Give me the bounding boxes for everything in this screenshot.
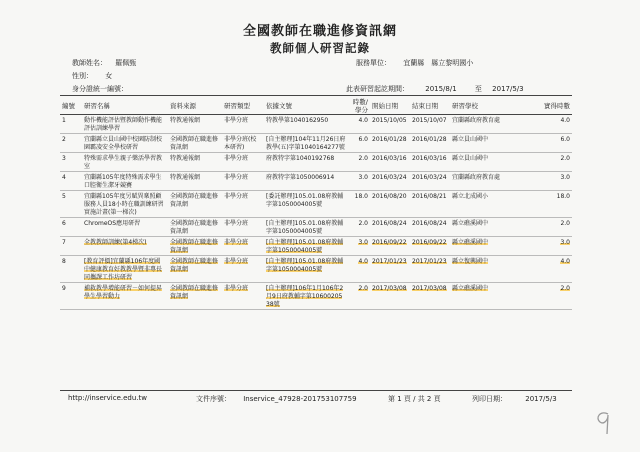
row-source-text: 特教通報網 xyxy=(170,174,201,181)
table-header-row xyxy=(60,97,572,115)
row-credit-text: 2.0 xyxy=(560,220,570,227)
col-credit: 實得時數 xyxy=(538,97,572,115)
row-credit xyxy=(538,134,572,153)
row-name xyxy=(82,115,168,134)
row-name xyxy=(82,283,168,310)
row-doc xyxy=(264,134,348,153)
row-source xyxy=(168,283,222,310)
row-no-text: 3 xyxy=(62,155,66,162)
row-doc xyxy=(264,283,348,310)
row-type-text: 非學分班 xyxy=(224,220,249,227)
row-source-text: 全國教師在職進修資訊網 xyxy=(170,285,219,300)
row-org xyxy=(450,134,538,153)
row-credit-text: 3.0 xyxy=(560,239,570,246)
row-end-text: 2015/10/07 xyxy=(412,117,447,124)
row-no-text: 7 xyxy=(62,239,66,246)
row-start xyxy=(370,153,410,172)
row-start xyxy=(370,115,410,134)
print-date-value: 2017/5/3 xyxy=(525,395,557,403)
row-hours-text: 3.0 xyxy=(358,239,368,246)
doc-serial-label: 文件序號： xyxy=(196,395,231,403)
col-end: 結束日期 xyxy=(410,97,450,115)
period-row xyxy=(346,84,524,94)
row-end xyxy=(410,283,450,310)
teacher-name-label: 教師姓名： xyxy=(72,59,107,67)
row-doc-text: [自主辦理]105.01.08府教輔字第1050004005號 xyxy=(266,258,344,273)
print-date-label: 列印日期： xyxy=(472,395,507,403)
row-source-text: 全國教師在職進修資訊網 xyxy=(170,258,219,273)
col-no: 編號 xyxy=(60,97,82,115)
row-org-text: 縣立北成國小 xyxy=(452,193,489,200)
row-hours-text: 18.0 xyxy=(354,193,368,200)
handwritten-page-mark xyxy=(592,408,614,436)
row-no xyxy=(60,218,82,237)
row-hours-text: 2.0 xyxy=(358,220,368,227)
row-no xyxy=(60,115,82,134)
row-source xyxy=(168,256,222,283)
period-to: 至 xyxy=(474,85,482,93)
row-end xyxy=(410,218,450,237)
row-credit xyxy=(538,153,572,172)
row-name xyxy=(82,237,168,256)
row-credit-text: 6.0 xyxy=(560,136,570,143)
row-no-text: 8 xyxy=(62,258,66,265)
row-source-text: 全國教師在職進修資訊網 xyxy=(170,239,219,254)
row-doc xyxy=(264,191,348,218)
row-credit-text: 18.0 xyxy=(556,193,570,200)
row-source xyxy=(168,153,222,172)
row-org xyxy=(450,172,538,191)
row-hours-text: 2.0 xyxy=(358,155,368,162)
row-name-text: [教育評價]宜蘭縣106年度國中健康教育好教教學暨非專長同攜課工作坊研習 xyxy=(84,258,163,281)
row-end xyxy=(410,153,450,172)
row-name-text: 特殊需求學生親子樂活學習教室 xyxy=(84,155,163,170)
table-row xyxy=(60,191,572,218)
row-no-text: 1 xyxy=(62,117,66,124)
row-name-text: 宜蘭縣105年度特殊需求學生口腔衛生潔牙競賽 xyxy=(84,174,162,189)
row-name xyxy=(82,172,168,191)
row-org-text: 縣立復興國中 xyxy=(452,258,489,265)
row-name xyxy=(82,218,168,237)
row-org-text: 縣立礁溪國中 xyxy=(452,239,489,246)
period-end: 2017/5/3 xyxy=(492,85,524,93)
row-name-text: 補救教學增能研習－如何提昇學生學習動力 xyxy=(84,285,163,300)
row-doc-text: 府教特字第1040192768 xyxy=(266,155,335,162)
col-hours: 時數/學分 xyxy=(348,97,370,115)
row-end-text: 2017/01/23 xyxy=(412,258,447,265)
row-credit xyxy=(538,218,572,237)
row-org-text: 縣立員山國中 xyxy=(452,155,489,162)
row-name-text: 宜蘭縣立員山國中校園防制校園霸凌安全學校研習 xyxy=(84,136,163,151)
print-date xyxy=(472,394,557,404)
row-start-text: 2017/01/23 xyxy=(372,258,407,265)
doc-serial-value: Inservice_47928-201753107759 xyxy=(243,395,357,403)
col-source: 資料來源 xyxy=(168,97,222,115)
row-credit-text: 2.0 xyxy=(560,285,570,292)
doc-serial xyxy=(196,394,357,404)
row-start-text: 2016/03/24 xyxy=(372,174,407,181)
row-start xyxy=(370,283,410,310)
row-end xyxy=(410,237,450,256)
row-hours xyxy=(348,237,370,256)
row-start xyxy=(370,172,410,191)
row-end-text: 2017/03/08 xyxy=(412,285,447,292)
row-start-text: 2016/03/16 xyxy=(372,155,407,162)
table-top-rule xyxy=(60,95,572,96)
row-no-text: 4 xyxy=(62,174,66,181)
row-no xyxy=(60,172,82,191)
row-hours-text: 4.0 xyxy=(358,117,368,124)
row-type xyxy=(222,218,264,237)
row-hours xyxy=(348,172,370,191)
gender-row xyxy=(72,71,112,81)
row-end xyxy=(410,172,450,191)
row-credit xyxy=(538,237,572,256)
id-label: 身分證統一編號： xyxy=(72,85,128,93)
row-hours-text: 6.0 xyxy=(358,136,368,143)
row-type-text: 非學分班 xyxy=(224,155,249,162)
row-type xyxy=(222,283,264,310)
row-end-text: 2016/08/24 xyxy=(412,220,447,227)
row-no xyxy=(60,283,82,310)
gender-value: 女 xyxy=(105,72,113,80)
row-name-text: 全教教師訓練(第4梯次) xyxy=(84,239,147,246)
row-name xyxy=(82,256,168,283)
row-doc xyxy=(264,218,348,237)
row-start xyxy=(370,256,410,283)
row-no xyxy=(60,191,82,218)
row-source-text: 全國教師在職進修資訊網 xyxy=(170,136,219,151)
row-doc xyxy=(264,115,348,134)
table-row xyxy=(60,218,572,237)
row-doc xyxy=(264,153,348,172)
row-hours xyxy=(348,191,370,218)
col-type: 研習類型 xyxy=(222,97,264,115)
row-credit xyxy=(538,172,572,191)
row-source xyxy=(168,191,222,218)
row-name xyxy=(82,134,168,153)
row-end xyxy=(410,134,450,153)
record-title: 教師個人研習記錄 xyxy=(270,41,370,55)
school-name: 宜蘭縣 縣立黎明國小 xyxy=(403,59,474,67)
row-type-text: 非學分班 xyxy=(224,117,249,124)
row-doc xyxy=(264,237,348,256)
row-name-text: 動作機能評估暨教師動作機能評估訓練學習 xyxy=(84,117,163,132)
school-row xyxy=(356,58,473,68)
teacher-name: 羅佩甄 xyxy=(115,59,137,67)
row-org xyxy=(450,283,538,310)
row-start-text: 2017/03/08 xyxy=(372,285,407,292)
table-row xyxy=(60,256,572,283)
row-start-text: 2016/01/28 xyxy=(372,136,407,143)
row-no xyxy=(60,256,82,283)
row-org xyxy=(450,256,538,283)
row-org xyxy=(450,115,538,134)
row-name-text: 宜蘭縣105年度另賦異稟照顧服務人員18小時在職訓練研習實施計畫(第一梯次) xyxy=(84,193,164,216)
row-credit xyxy=(538,191,572,218)
row-source-text: 全國教師在職進修資訊網 xyxy=(170,220,219,235)
row-start xyxy=(370,218,410,237)
row-end xyxy=(410,256,450,283)
row-no xyxy=(60,134,82,153)
row-source xyxy=(168,134,222,153)
row-type-text: 非學分班 xyxy=(224,174,249,181)
row-hours xyxy=(348,256,370,283)
row-name xyxy=(82,153,168,172)
row-source xyxy=(168,172,222,191)
row-type xyxy=(222,256,264,283)
row-org-text: 宜蘭縣政府教育處 xyxy=(452,174,501,181)
row-no-text: 9 xyxy=(62,285,66,292)
page-indicator: 第 1 頁 / 共 2 頁 xyxy=(388,395,441,403)
row-end xyxy=(410,191,450,218)
row-type-text: 非學分班 xyxy=(224,239,249,246)
row-org-text: 縣立礁溪國中 xyxy=(452,220,489,227)
row-end-text: 2016/09/22 xyxy=(412,239,447,246)
row-type-text: 非學分班(校本研習) xyxy=(224,136,257,151)
row-type xyxy=(222,237,264,256)
row-credit xyxy=(538,256,572,283)
row-source xyxy=(168,115,222,134)
col-org: 研習學校 xyxy=(450,97,538,115)
row-hours xyxy=(348,218,370,237)
gender-label: 性別： xyxy=(72,72,93,80)
period-label: 此表研習起訖期間： xyxy=(346,85,409,93)
row-doc-text: 府教特字第1050006914 xyxy=(266,174,335,181)
row-type xyxy=(222,172,264,191)
row-start xyxy=(370,191,410,218)
row-end-text: 2016/08/21 xyxy=(412,193,447,200)
row-no-text: 6 xyxy=(62,220,66,227)
row-end-text: 2016/03/16 xyxy=(412,155,447,162)
table-row xyxy=(60,172,572,191)
row-type xyxy=(222,153,264,172)
row-doc-text: 特教學第1040162950 xyxy=(266,117,329,124)
row-credit-text: 2.0 xyxy=(560,155,570,162)
row-start-text: 2016/09/22 xyxy=(372,239,407,246)
row-org xyxy=(450,218,538,237)
row-start-text: 2015/10/05 xyxy=(372,117,407,124)
period-start: 2015/8/1 xyxy=(425,85,457,93)
row-no-text: 2 xyxy=(62,136,66,143)
col-name: 研習名稱 xyxy=(82,97,168,115)
row-type-text: 非學分班 xyxy=(224,285,249,292)
row-org xyxy=(450,237,538,256)
row-doc xyxy=(264,172,348,191)
row-credit xyxy=(538,283,572,310)
row-type xyxy=(222,191,264,218)
row-source-text: 特教通報網 xyxy=(170,117,201,124)
row-credit-text: 4.0 xyxy=(560,117,570,124)
row-type xyxy=(222,134,264,153)
row-org-text: 縣立員山國中 xyxy=(452,136,489,143)
footer-url[interactable]: http://inservice.edu.tw xyxy=(68,394,148,402)
row-source-text: 特教通報網 xyxy=(170,155,201,162)
table-row xyxy=(60,153,572,172)
row-doc-text: [自主辦理]106年1月106年2月9日府教輔字第1060020538號 xyxy=(266,285,344,308)
teacher-name-row xyxy=(72,58,136,68)
row-hours-text: 3.0 xyxy=(358,174,368,181)
row-org xyxy=(450,153,538,172)
row-start xyxy=(370,134,410,153)
row-no xyxy=(60,237,82,256)
col-doc: 依據文號 xyxy=(264,97,348,115)
row-name xyxy=(82,191,168,218)
row-credit xyxy=(538,115,572,134)
site-title: 全國教師在職進修資訊網 xyxy=(242,24,397,39)
row-hours-text: 4.0 xyxy=(358,258,368,265)
row-source xyxy=(168,218,222,237)
row-doc xyxy=(264,256,348,283)
table-row xyxy=(60,134,572,153)
row-doc-text: [自主辦理]104年11月26日府教學(五)字第1040164277號 xyxy=(266,136,346,151)
row-start-text: 2016/08/20 xyxy=(372,193,407,200)
row-hours xyxy=(348,134,370,153)
row-end-text: 2016/03/24 xyxy=(412,174,447,181)
row-start xyxy=(370,237,410,256)
row-hours-text: 2.0 xyxy=(358,285,368,292)
row-doc-text: [自主辦理]105.01.08府教輔字第1050004005號 xyxy=(266,239,344,254)
table-row xyxy=(60,115,572,134)
row-end xyxy=(410,115,450,134)
row-type xyxy=(222,115,264,134)
row-org-text: 宜蘭縣政府教育處 xyxy=(452,117,501,124)
record-table xyxy=(60,97,572,310)
row-type-text: 非學分班 xyxy=(224,258,249,265)
row-org-text: 縣立礁溪國中 xyxy=(452,285,489,292)
row-no-text: 5 xyxy=(62,193,66,200)
row-end-text: 2016/01/28 xyxy=(412,136,447,143)
row-name-text: ChromeOS應用研習 xyxy=(84,220,141,227)
row-credit-text: 4.0 xyxy=(560,258,570,265)
col-start: 開始日期 xyxy=(370,97,410,115)
row-credit-text: 3.0 xyxy=(560,174,570,181)
row-source xyxy=(168,237,222,256)
row-hours xyxy=(348,283,370,310)
row-no xyxy=(60,153,82,172)
school-label: 服務單位： xyxy=(356,59,391,67)
table-row xyxy=(60,237,572,256)
row-type-text: 非學分班 xyxy=(224,193,249,200)
table-row xyxy=(60,283,572,310)
row-source-text: 全國教師在職進修資訊網 xyxy=(170,193,219,208)
row-doc-text: [自主辦理]105.01.08府教輔字第1050004005號 xyxy=(266,220,344,235)
row-org xyxy=(450,191,538,218)
footer-rule xyxy=(60,390,572,391)
row-hours xyxy=(348,115,370,134)
row-hours xyxy=(348,153,370,172)
row-doc-text: [委託辦理]105.01.08府教輔字第1050004005號 xyxy=(266,193,344,208)
row-start-text: 2016/08/24 xyxy=(372,220,407,227)
